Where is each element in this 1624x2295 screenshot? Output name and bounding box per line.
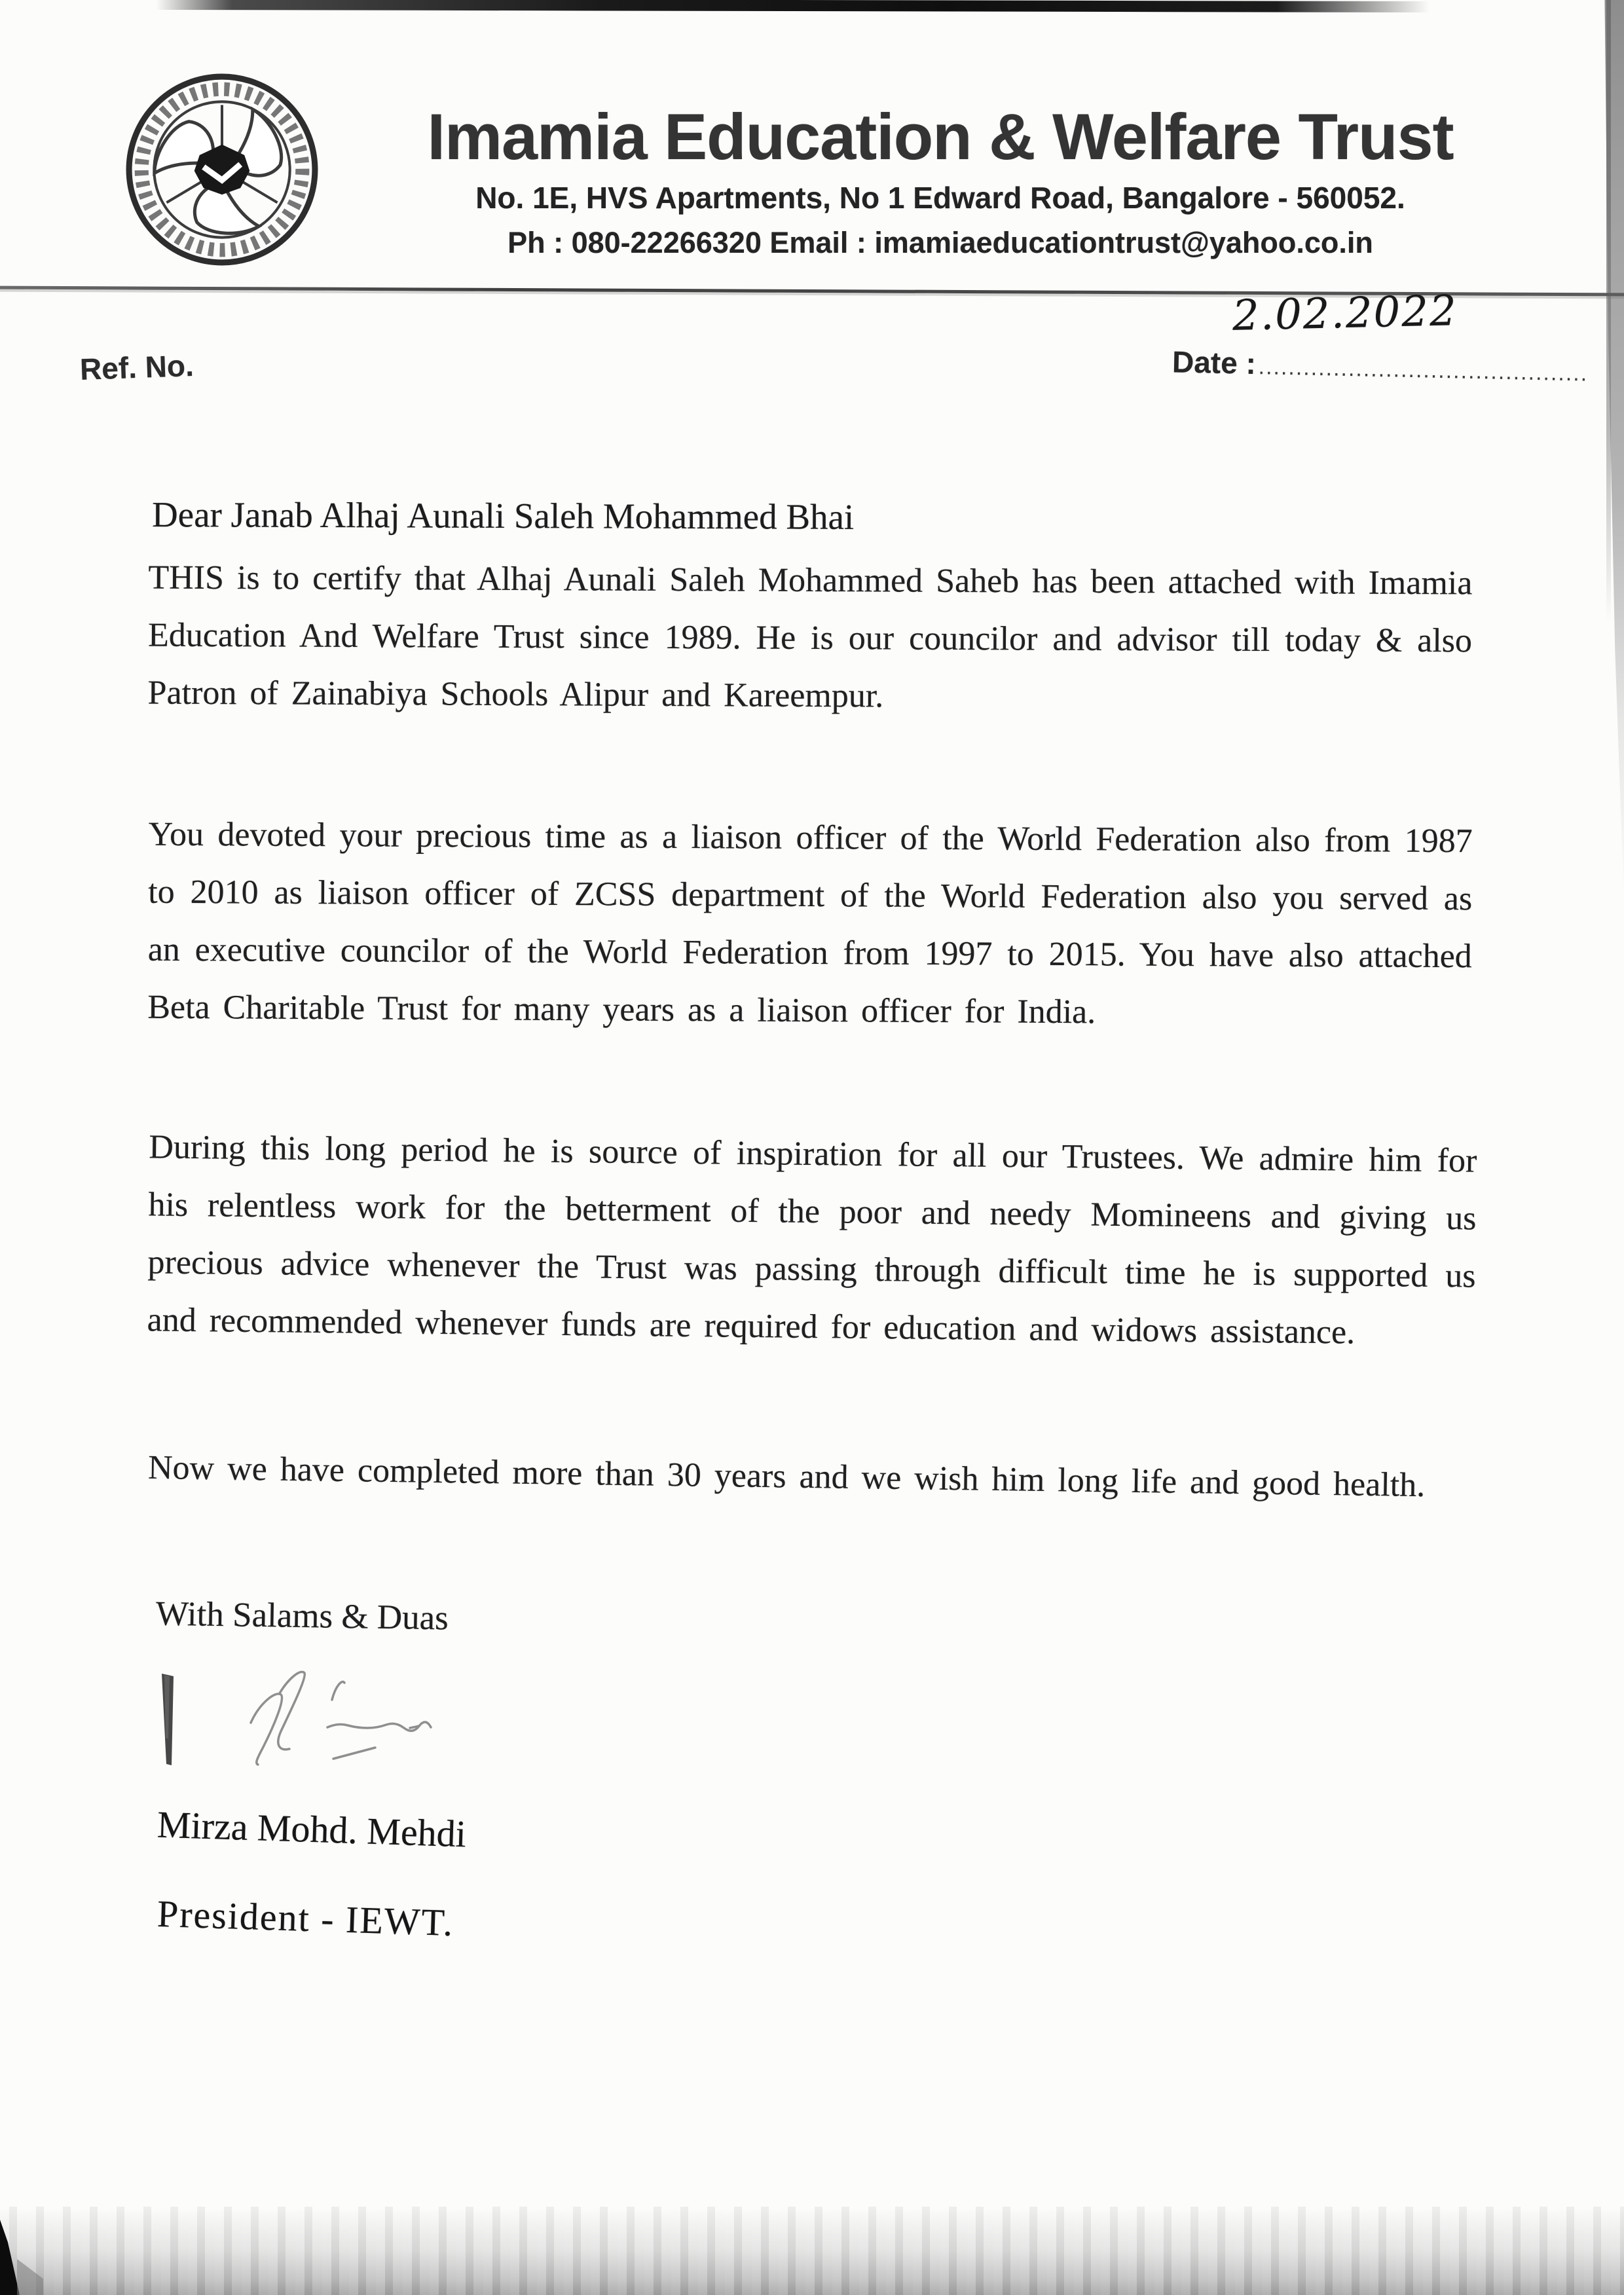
date-field (1172, 344, 1589, 388)
date-label: Date : (1172, 344, 1257, 381)
signatory-title: President - IEWT. (157, 1892, 455, 1945)
ref-no-label: Ref. No. (79, 348, 194, 387)
org-name: Imamia Education & Welfare Trust (427, 100, 1454, 173)
letter-paragraph: THIS is to certify that Alhaj Aunali Saleh Mohammed Saheb has been attached with Imamia Education And Welfare Trust since 1989. He is our councilor and advisor till today & also Patron of Zainabiya Schools Alipur and Kareempur. (147, 559, 1473, 715)
salutation: Dear Janab Alhaj Aunali Saleh Mohammed Bhai (151, 494, 855, 537)
letter-paragraph: During this long period he is source of inspiration for all our Trustees. We admire him for his relentless work for the betterment of the poor and needy Momineens and giving us precious advice whenever the Trust was passing through difficult time he is supported us and recommended whenever funds are required for education and widows assistance. (147, 1128, 1477, 1351)
org-address: No. 1E, HVS Apartments, No 1 Edward Road, Bangalore - 560052. (475, 180, 1405, 215)
closing-line: With Salams & Duas (155, 1594, 449, 1638)
trust-emblem-icon (123, 71, 321, 268)
scan-right-edge-line (1606, 0, 1611, 622)
scan-right-edge-streak (1600, 0, 1624, 904)
date-fill-line: ............................................ (1258, 354, 1589, 386)
letter-paragraph: Now we have completed more than 30 years and we wish him long life and good health. (147, 1448, 1426, 1505)
scan-top-edge-shadow (156, 0, 1430, 12)
signatory-name: Mirza Mohd. Mehdi (157, 1803, 467, 1856)
handwritten-date: 2.02.2022 (1232, 287, 1458, 340)
letter-paragraph: You devoted your precious time as a liaison officer of the World Federation also from 1987 to 2010 as liaison officer of ZCSS department of the World Federation also you served as an executive councilor of the World Federation from 1997 to 2015. You have also attached Beta Charitable Trust for many years as a liaison officer for India. (147, 815, 1473, 1031)
letterhead (341, 100, 1540, 260)
org-contact: Ph : 080-22266320 Email : imamiaeducationtrust@yahoo.co.in (507, 225, 1373, 259)
signature-mark (149, 1661, 464, 1782)
scan-bottom-shadow-band (0, 2207, 1624, 2295)
